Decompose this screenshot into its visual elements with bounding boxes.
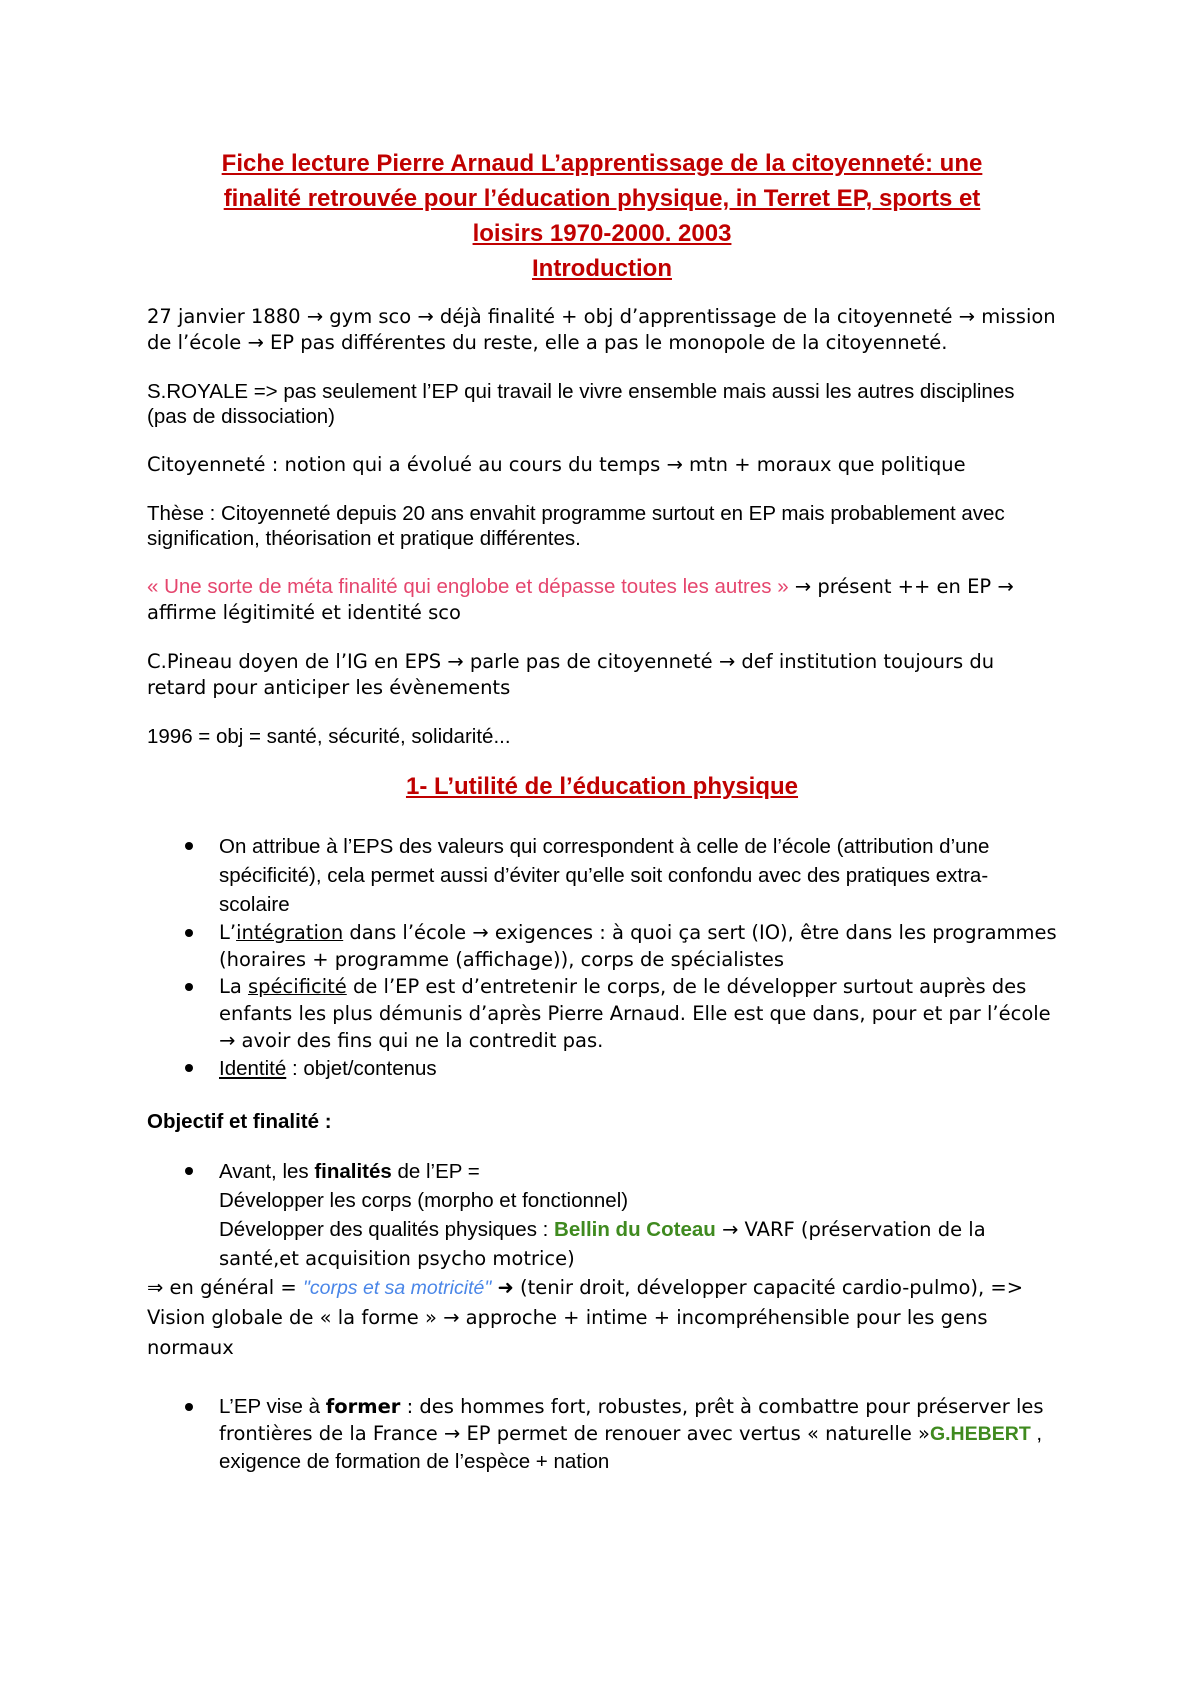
title-line-1: Fiche lecture Pierre Arnaud L’apprentissage de la citoyenneté: une: [221, 150, 983, 177]
hebert-name: G.HEBERT: [929, 1423, 1031, 1445]
list-item: [147, 919, 1057, 973]
utilite-bullet-list: [147, 832, 1057, 1083]
finalites-term: finalités: [314, 1160, 392, 1183]
former-term: former: [325, 1395, 401, 1418]
integration-term: intégration: [236, 921, 344, 944]
list-item: [147, 1393, 1057, 1475]
bullet-text-valeurs: On attribue à l’EPS des valeurs qui correspondent à celle de l’école (attribution d’une spécificité), cela permet aussi d’éviter qu’elle soit confondu avec des pratiques extra-scolaire: [219, 835, 990, 916]
finalites-suffix: de l’EP =: [391, 1160, 480, 1183]
former-prefix: L’EP vise à: [219, 1395, 326, 1418]
specificite-term: spécificité: [248, 975, 347, 998]
intro-paragraph-citoyennete: Citoyenneté : notion qui a évolué au cours du temps → mtn + moraux que politique: [147, 453, 966, 476]
former-bullet-list: [147, 1393, 1057, 1475]
bullet-icon: [185, 1167, 193, 1175]
finalites-corps-line: Développer les corps (morpho et fonctionnel): [219, 1189, 629, 1212]
intro-paragraph-1996: 1996 = obj = santé, sécurité, solidarité...: [147, 725, 511, 748]
former-suffix: , exigence de formation de l’espèce + nation: [219, 1422, 1043, 1473]
bullet-icon: [185, 842, 193, 850]
intro-paragraph-royale: S.ROYALE => pas seulement l’EP qui travail le vivre ensemble mais aussi les autres disciplines (pas de dissociation): [147, 380, 1015, 428]
identite-term: Identité: [219, 1057, 287, 1080]
bullet-icon: [185, 983, 193, 991]
meta-finalite-quote: « Une sorte de méta finalité qui englobe et dépasse toutes les autres »: [147, 575, 789, 598]
general-prefix: ⇒ en général =: [147, 1276, 303, 1299]
list-item: [147, 1157, 1057, 1273]
intro-paragraph-1880: 27 janvier 1880 → gym sco → déjà finalité + obj d’apprentissage de la citoyenneté → mission de l’école → EP pas différentes du reste, elle a pas le monopole de la citoyenneté.: [147, 305, 1056, 354]
introduction-heading: Introduction: [532, 255, 672, 282]
bullet-text-integration: dans l’école → exigences : à quoi ça sert (IO), être dans les programmes (horaires + programme (affichage)), corps de spécialistes: [219, 921, 1057, 971]
finalites-bullet-list: [147, 1157, 1057, 1273]
document-page: [147, 146, 1057, 1493]
qualites-suffix: → VARF (préservation de la santé,et acquisition psycho motrice): [219, 1218, 986, 1270]
bellin-du-coteau-name: Bellin du Coteau: [554, 1218, 716, 1241]
general-paragraph: [147, 1273, 1057, 1363]
document-title: [147, 146, 1057, 251]
list-item: [147, 832, 1057, 919]
section-1-heading: 1- L’utilité de l’éducation physique: [405, 773, 799, 800]
qualites-prefix: Développer des qualités physiques :: [219, 1218, 555, 1241]
former-middle: : des hommes fort, robustes, prêt à combattre pour préserver les frontières de la France → EP permet de renouer avec vertus « naturelle »: [219, 1395, 1044, 1445]
intro-paragraph-these: Thèse : Citoyenneté depuis 20 ans envahit programme surtout en EP mais probablement avec signification, théorisation et pratique différentes.: [147, 502, 1005, 550]
quote-commentary: → présent ++ en EP → affirme légitimité et identité sco: [147, 575, 1014, 624]
finalites-prefix: Avant, les: [219, 1160, 315, 1183]
list-item: [147, 973, 1057, 1054]
general-suffix: ➜ (tenir droit, développer capacité cardio-pulmo), => Vision globale de « la forme » → approche + intime + incompréhensible pour les gens normaux: [147, 1276, 1024, 1359]
title-line-2: finalité retrouvée pour l’éducation physique, in Terret EP, sports et: [223, 185, 981, 212]
bullet-icon: [185, 929, 193, 937]
title-line-3: loisirs 1970-2000. 2003: [472, 220, 732, 247]
corps-motricite-quote: "corps et sa motricité": [302, 1277, 492, 1299]
list-item: [147, 1054, 1057, 1083]
bullet-text-specificite: de l’EP est d’entretenir le corps, de le développer surtout auprès des enfants les plus démunis d’après Pierre Arnaud. Elle est que dans, pour et par l’école → avoir des fins qui ne la contredit pas.: [219, 975, 1051, 1052]
bullet-icon: [185, 1064, 193, 1072]
bullet-prefix: La: [219, 975, 249, 998]
bullet-prefix: L’: [219, 921, 237, 944]
intro-paragraph-quote: [147, 574, 1057, 626]
bullet-icon: [185, 1403, 193, 1411]
intro-paragraph-pineau: C.Pineau doyen de l’IG en EPS → parle pas de citoyenneté → def institution toujours du retard pour anticiper les évènements: [147, 650, 995, 699]
objectif-finalite-heading: Objectif et finalité :: [147, 1110, 332, 1133]
bullet-text-identite: : objet/contenus: [286, 1057, 437, 1080]
